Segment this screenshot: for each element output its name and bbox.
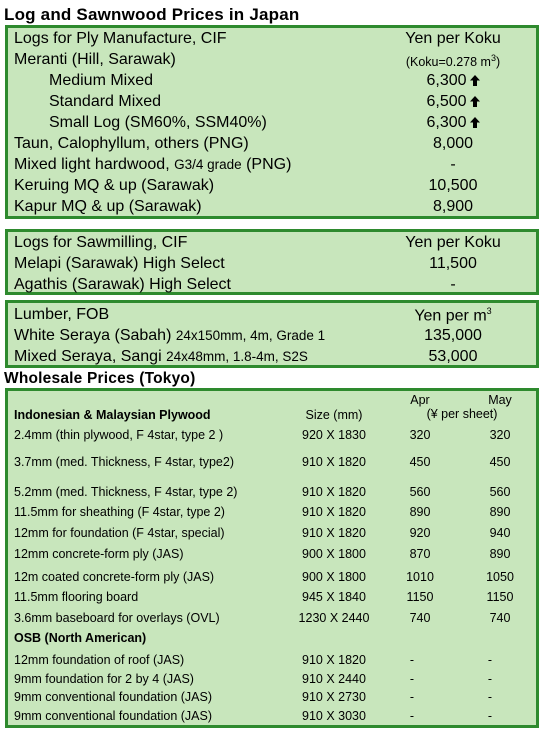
item-label: Agathis (Sarawak) High Select (14, 276, 231, 293)
list-item (8, 276, 536, 297)
table-row (8, 485, 536, 506)
saw-header-label: Logs for Sawmilling, CIF (14, 234, 188, 251)
lumber-box (5, 300, 539, 368)
ply-header-label: Logs for Ply Manufacture, CIF (14, 30, 227, 47)
item-label: Standard Mixed (49, 93, 162, 110)
item-price: - (450, 156, 456, 173)
table-row (8, 570, 536, 591)
table-row (8, 611, 536, 632)
cell-size: 900 X 1800 (302, 570, 366, 584)
cell-apr: 920 (409, 526, 431, 540)
cell-may: 940 (489, 526, 511, 540)
cell-apr: 740 (409, 611, 431, 625)
cell-name: 3.7mm (med. Thickness, F 4star, type2) (14, 455, 234, 469)
item-price (368, 72, 538, 90)
wholesale-title: Wholesale Prices (Tokyo) (4, 370, 196, 387)
cell-name: 12m coated concrete-form ply (JAS) (14, 570, 215, 584)
list-item (8, 255, 536, 276)
list-item (8, 72, 536, 93)
table-row (8, 709, 536, 730)
cell-may: 890 (489, 547, 511, 561)
cell-may: - (487, 709, 493, 723)
koku-note-end: ) (495, 55, 501, 70)
list-item (8, 156, 536, 177)
cell-may: - (487, 653, 493, 667)
osb-heading: OSB (North American) (14, 631, 147, 645)
item-label (14, 156, 291, 174)
cell-name: 5.2mm (med. Thickness, F 4star, type 2) (14, 485, 238, 499)
table-row (8, 455, 536, 476)
col-may: May (488, 393, 512, 407)
cell-size: 920 X 1830 (302, 428, 366, 442)
cell-name: 11.5mm for sheathing (F 4star, type 2) (14, 505, 225, 519)
cell-name: 11.5mm flooring board (14, 590, 139, 604)
list-item (8, 327, 536, 348)
list-item (8, 177, 536, 198)
list-item (8, 93, 536, 114)
item-price (368, 114, 538, 132)
unit-text: Yen per m (414, 307, 487, 325)
osb-heading-row (8, 631, 536, 652)
col-unit: (¥ per sheet) (426, 407, 498, 421)
cell-name: 12mm for foundation (F 4star, special) (14, 526, 225, 540)
cell-may: 1150 (486, 590, 514, 604)
item-price: 10,500 (428, 177, 478, 194)
cell-apr: 1150 (406, 590, 434, 604)
cell-may: 1050 (486, 570, 514, 584)
cell-size: 910 X 1820 (302, 653, 366, 667)
meranti-row (8, 51, 536, 72)
item-price: 8,000 (432, 135, 474, 152)
price-value: 6,300 (426, 114, 467, 131)
list-item (8, 348, 536, 369)
cell-name: 9mm conventional foundation (JAS) (14, 709, 213, 723)
cell-name: 3.6mm baseboard for overlays (OVL) (14, 611, 220, 625)
item-price: 135,000 (424, 327, 482, 344)
item-label: Keruing MQ & up (Sarawak) (14, 177, 215, 194)
cell-size: 1230 X 2440 (298, 611, 370, 625)
cell-may: 450 (489, 455, 511, 469)
cell-apr: 1010 (406, 570, 434, 584)
col-apr: Apr (410, 393, 430, 407)
cell-apr: 890 (409, 505, 431, 519)
ply-logs-box (5, 25, 539, 219)
list-item (8, 198, 536, 219)
koku-note (368, 53, 538, 69)
cell-name: 9mm foundation for 2 by 4 (JAS) (14, 672, 194, 686)
cell-name: 9mm conventional foundation (JAS) (14, 690, 213, 704)
col-size: Size (mm) (305, 408, 363, 422)
koku-note-text: (Koku=0.278 m (405, 55, 491, 70)
item-label (14, 327, 325, 345)
cell-apr: - (409, 690, 415, 704)
cell-apr: - (409, 653, 415, 667)
cell-apr: 320 (409, 428, 431, 442)
item-label: Medium Mixed (49, 72, 154, 89)
price-value: 6,500 (426, 93, 467, 110)
cell-may: - (487, 672, 493, 686)
meranti-label: Meranti (Hill, Sarawak) (14, 51, 176, 68)
cell-size: 900 X 1800 (302, 547, 366, 561)
cell-size: 945 X 1840 (302, 590, 366, 604)
arrow-up-icon (470, 75, 480, 86)
cell-name: 12mm foundation of roof (JAS) (14, 653, 185, 667)
lumber-header-label: Lumber, FOB (14, 306, 110, 323)
cell-size: 910 X 1820 (302, 505, 366, 519)
table-row (8, 690, 536, 711)
item-price: - (450, 276, 456, 293)
cell-size: 910 X 1820 (302, 526, 366, 540)
item-price (368, 93, 538, 111)
item-label: Taun, Calophyllum, others (PNG) (14, 135, 249, 152)
saw-header-row (8, 234, 536, 255)
wholesale-header (8, 391, 536, 427)
cell-apr: 450 (409, 455, 431, 469)
cell-size: 910 X 1820 (302, 485, 366, 499)
cell-may: - (487, 690, 493, 704)
cell-size: 910 X 3030 (302, 709, 366, 723)
item-label-b: 24x48mm, 1.8-4m, S2S (166, 349, 308, 364)
item-label-b: 24x150mm, 4m, Grade 1 (175, 328, 326, 343)
item-label: Melapi (Sarawak) High Select (14, 255, 225, 272)
item-price: 11,500 (429, 255, 477, 272)
item-label (14, 348, 308, 366)
item-label-a: Mixed light hardwood, (14, 156, 175, 173)
cell-name: 2.4mm (thin plywood, F 4star, type 2 ) (14, 428, 224, 442)
ply-header-unit: Yen per Koku (405, 30, 501, 47)
ply-header-row (8, 30, 536, 51)
arrow-up-icon (470, 117, 480, 128)
lumber-header-row (8, 306, 536, 327)
cell-apr: - (409, 672, 415, 686)
sawmill-logs-box (5, 229, 539, 295)
cell-name: 12mm concrete-form ply (JAS) (14, 547, 184, 561)
cell-size: 910 X 2730 (302, 690, 366, 704)
cell-size: 910 X 1820 (302, 455, 366, 469)
item-label-a: White Seraya (Sabah) (14, 327, 176, 344)
page-title: Log and Sawnwood Prices in Japan (4, 5, 300, 24)
table-row (8, 428, 536, 449)
price-value: 6,300 (426, 72, 467, 89)
item-price: 53,000 (428, 348, 478, 365)
arrow-up-icon (470, 96, 480, 107)
list-item (8, 135, 536, 156)
item-label: Small Log (SM60%, SSM40%) (49, 114, 267, 131)
cell-size: 910 X 2440 (302, 672, 366, 686)
list-item (8, 114, 536, 135)
item-price: 8,900 (432, 198, 474, 215)
table-row (8, 547, 536, 568)
table-row (8, 590, 536, 611)
saw-header-unit: Yen per Koku (405, 234, 501, 251)
lumber-header-unit (368, 306, 538, 325)
table-row (8, 653, 536, 674)
cell-may: 890 (489, 505, 511, 519)
table-row (8, 505, 536, 526)
item-label-b: G3/4 grade (174, 157, 242, 172)
cell-may: 560 (489, 485, 511, 499)
item-label: Kapur MQ & up (Sarawak) (14, 198, 202, 215)
item-label-a: Mixed Seraya, Sangi (14, 348, 167, 365)
cell-apr: 560 (409, 485, 431, 499)
cell-may: 320 (489, 428, 511, 442)
koku-note-sup: 3 (490, 53, 496, 63)
wholesale-box (5, 388, 539, 728)
cell-apr: - (409, 709, 415, 723)
unit-sup: 3 (486, 306, 492, 316)
table-row (8, 526, 536, 547)
item-label-c: (PNG) (241, 156, 292, 173)
col-section: Indonesian & Malaysian Plywood (14, 408, 211, 422)
cell-apr: 870 (409, 547, 431, 561)
cell-may: 740 (489, 611, 511, 625)
